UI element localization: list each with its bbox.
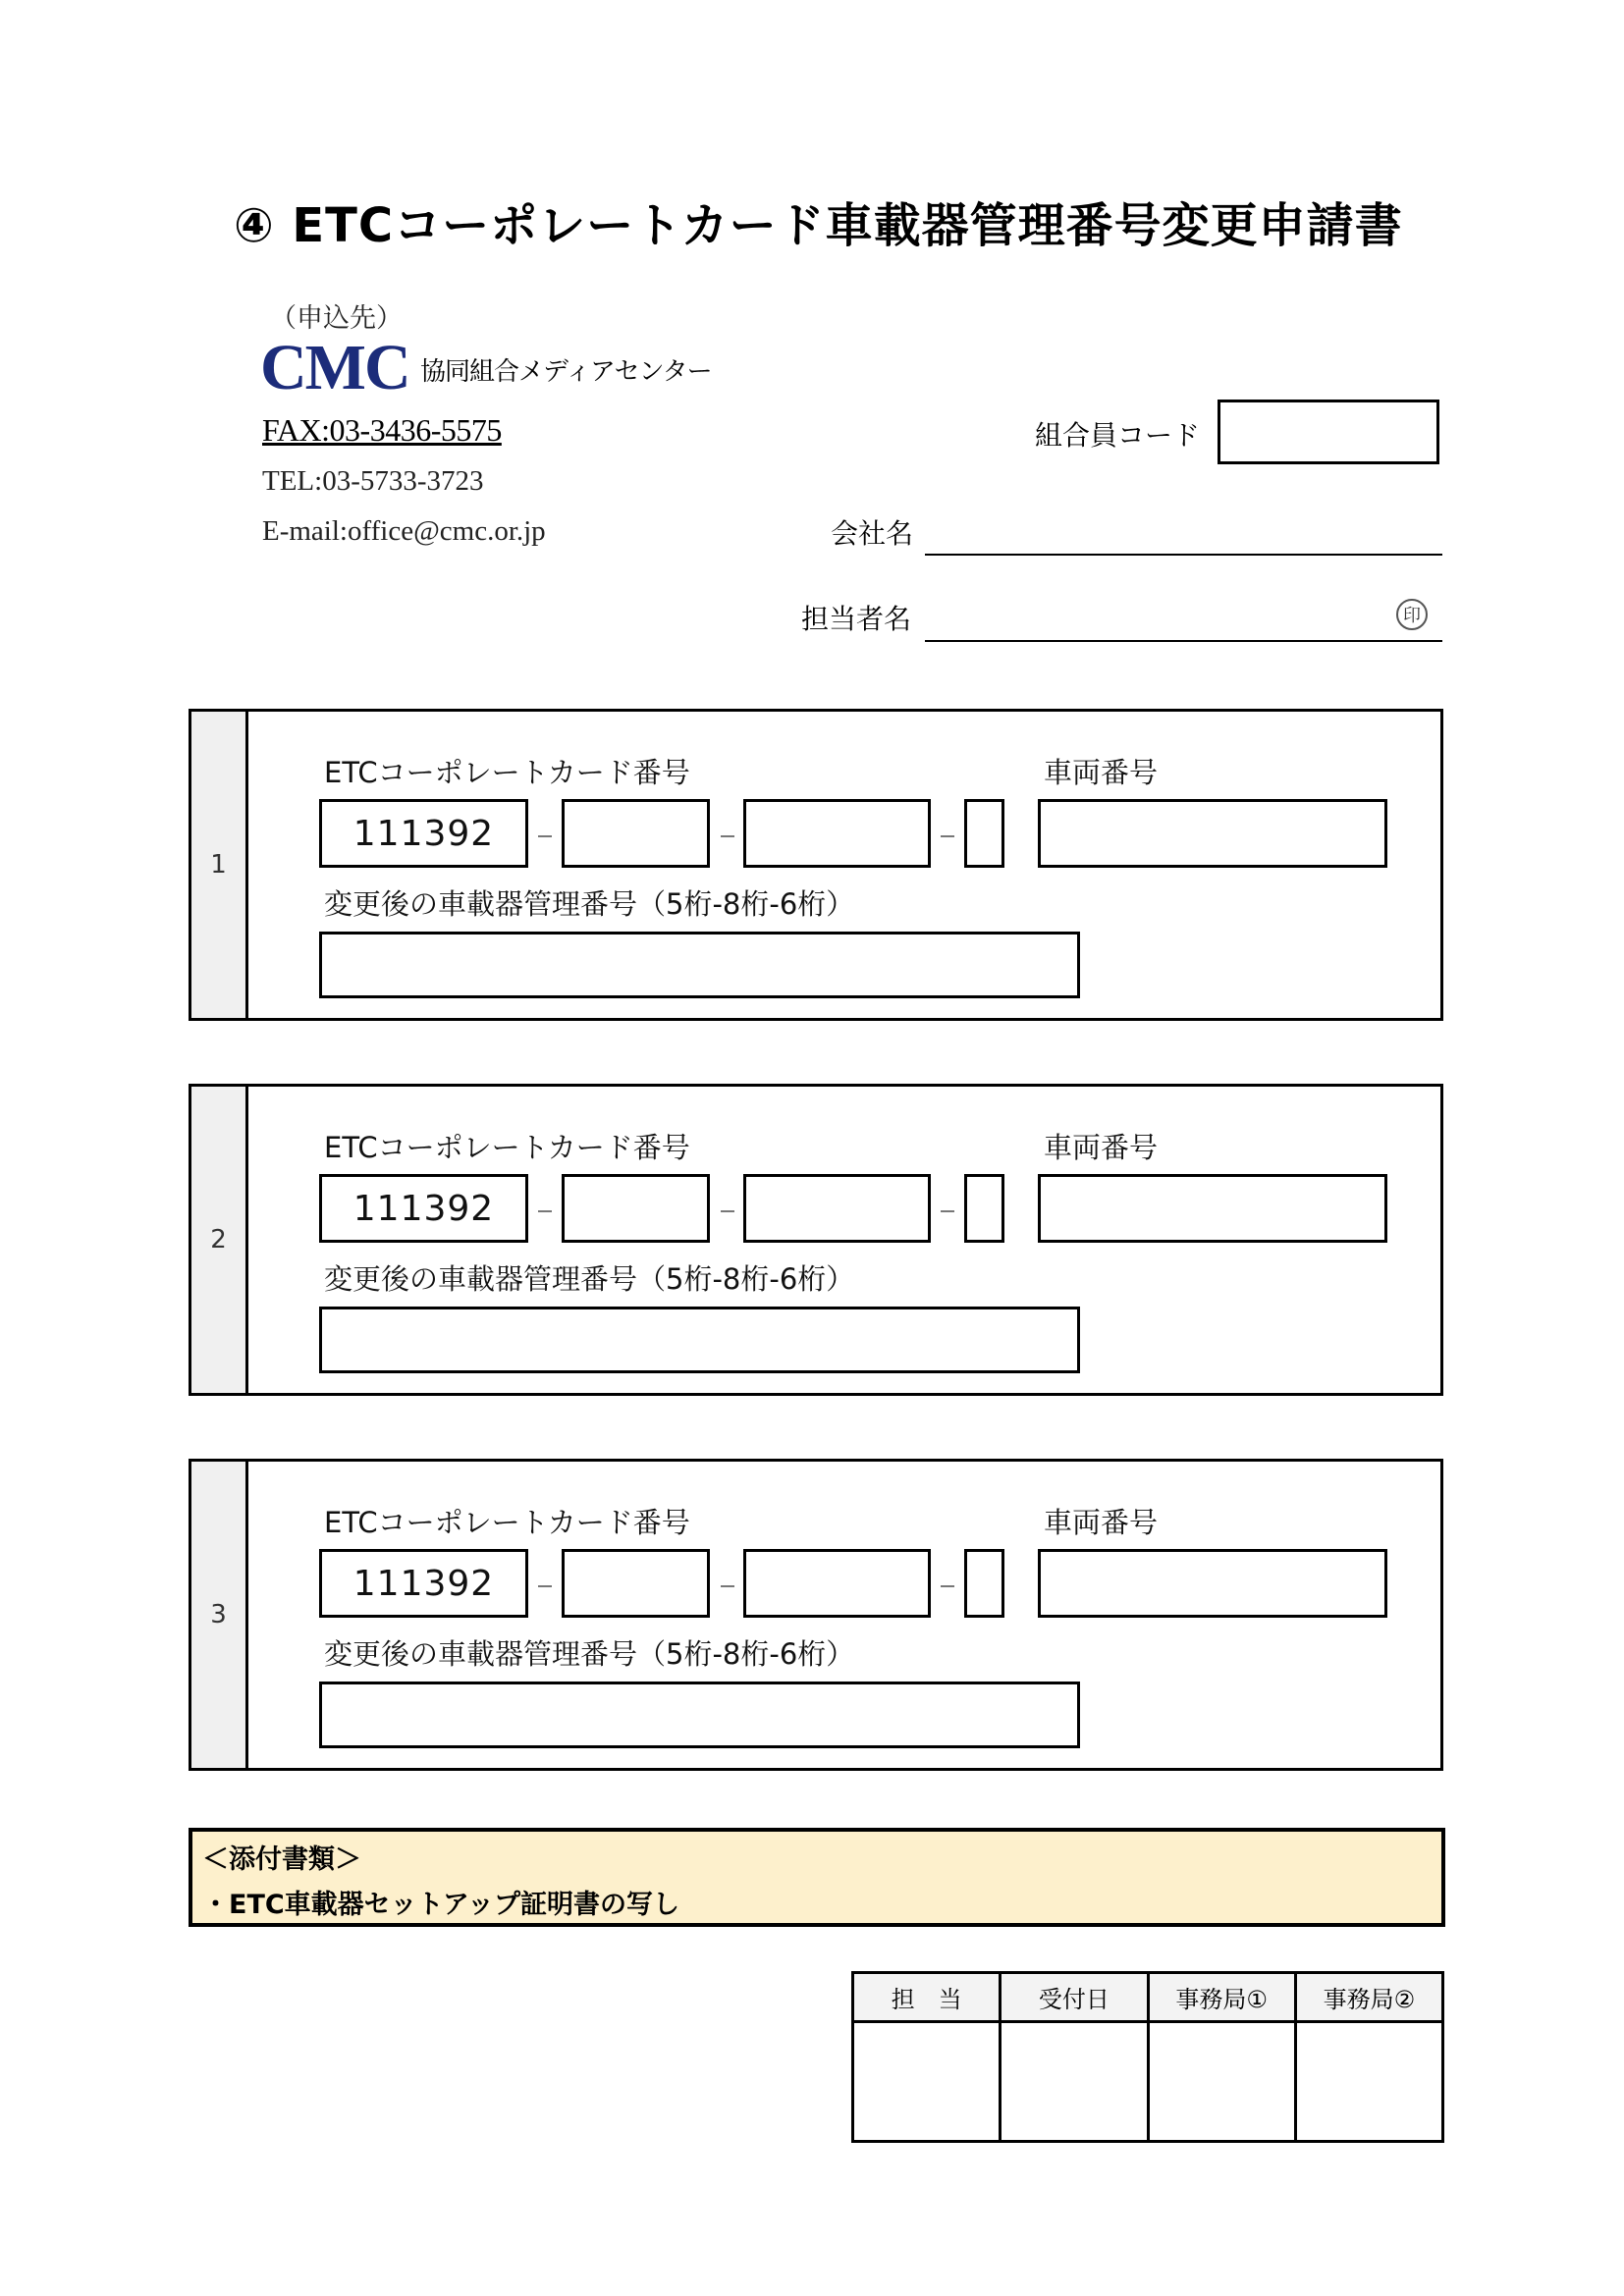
entry-number: 2 <box>191 1087 248 1393</box>
card-number-prefix: 111392 <box>319 1549 528 1618</box>
header-office-2: 事務局② <box>1295 1973 1442 2022</box>
vehicle-number-label: 車両番号 <box>1044 1506 1159 1539</box>
tel-number: TEL:03-5733-3723 <box>262 465 484 497</box>
contact-person-field[interactable] <box>925 640 1442 642</box>
new-device-id-field[interactable] <box>319 1307 1080 1373</box>
organization-name: 協同組合メディアセンター <box>420 357 712 387</box>
separator-dash <box>538 1585 552 1587</box>
stamp-cell-staff[interactable] <box>853 2022 1001 2142</box>
new-device-id-label: 変更後の車載器管理番号（5桁-8桁-6桁） <box>324 1637 855 1671</box>
new-device-id-field[interactable] <box>319 1682 1080 1748</box>
card-number-part-2[interactable] <box>562 1174 710 1243</box>
page-title: ④ ETCコーポレートカード車載器管理番号変更申請書 <box>234 198 1403 253</box>
header-staff: 担 当 <box>853 1973 1001 2022</box>
card-number-label: ETCコーポレートカード番号 <box>324 1506 690 1539</box>
fax-number: FAX:03-3436-5575 <box>262 412 502 448</box>
card-number-check-digit[interactable] <box>964 1174 1004 1243</box>
office-use-table <box>851 1971 1444 2143</box>
new-device-id-field[interactable] <box>319 932 1080 998</box>
vehicle-number-label: 車両番号 <box>1044 1131 1159 1164</box>
card-number-check-digit[interactable] <box>964 1549 1004 1618</box>
email-address: E-mail:office@cmc.or.jp <box>262 515 546 547</box>
card-number-part-3[interactable] <box>743 1174 931 1243</box>
company-name-field[interactable] <box>925 554 1442 556</box>
card-number-label: ETCコーポレートカード番号 <box>324 1131 690 1164</box>
card-number-part-3[interactable] <box>743 799 931 868</box>
card-number-part-3[interactable] <box>743 1549 931 1618</box>
vehicle-number-field[interactable] <box>1038 1549 1387 1618</box>
vehicle-number-label: 車両番号 <box>1044 756 1159 789</box>
entry-block-3 <box>189 1459 1443 1771</box>
separator-dash <box>721 835 734 837</box>
entry-number: 1 <box>191 712 248 1018</box>
stamp-cell-received-date[interactable] <box>1001 2022 1148 2142</box>
member-code-label: 組合員コード <box>1035 419 1201 452</box>
card-number-check-digit[interactable] <box>964 799 1004 868</box>
stamp-cell-office-2[interactable] <box>1295 2022 1442 2142</box>
separator-dash <box>941 835 954 837</box>
entry-number: 3 <box>191 1462 248 1768</box>
separator-dash <box>721 1585 734 1587</box>
card-number-prefix: 111392 <box>319 1174 528 1243</box>
attachments-heading: ＜添付書類＞ <box>202 1844 361 1875</box>
attachments-box <box>189 1828 1445 1927</box>
card-number-part-2[interactable] <box>562 1549 710 1618</box>
seal-mark: 印 <box>1396 599 1428 630</box>
vehicle-number-field[interactable] <box>1038 799 1387 868</box>
contact-person-label: 担当者名 <box>801 603 912 635</box>
vehicle-number-field[interactable] <box>1038 1174 1387 1243</box>
entry-block-2 <box>189 1084 1443 1396</box>
new-device-id-label: 変更後の車載器管理番号（5桁-8桁-6桁） <box>324 1262 855 1296</box>
entry-block-1 <box>189 709 1443 1021</box>
cmc-logo: CMC <box>260 332 409 403</box>
company-name-label: 会社名 <box>831 517 914 550</box>
attachment-item: ・ETC車載器セットアップ証明書の写し <box>202 1890 679 1920</box>
separator-dash <box>721 1210 734 1212</box>
card-number-part-2[interactable] <box>562 799 710 868</box>
header-received-date: 受付日 <box>1001 1973 1148 2022</box>
separator-dash <box>941 1210 954 1212</box>
member-code-field[interactable] <box>1218 400 1439 464</box>
destination-label: （申込先） <box>270 303 403 334</box>
header-office-1: 事務局① <box>1148 1973 1295 2022</box>
card-number-prefix: 111392 <box>319 799 528 868</box>
new-device-id-label: 変更後の車載器管理番号（5桁-8桁-6桁） <box>324 887 855 921</box>
stamp-cell-office-1[interactable] <box>1148 2022 1295 2142</box>
separator-dash <box>538 835 552 837</box>
card-number-label: ETCコーポレートカード番号 <box>324 756 690 789</box>
separator-dash <box>538 1210 552 1212</box>
separator-dash <box>941 1585 954 1587</box>
